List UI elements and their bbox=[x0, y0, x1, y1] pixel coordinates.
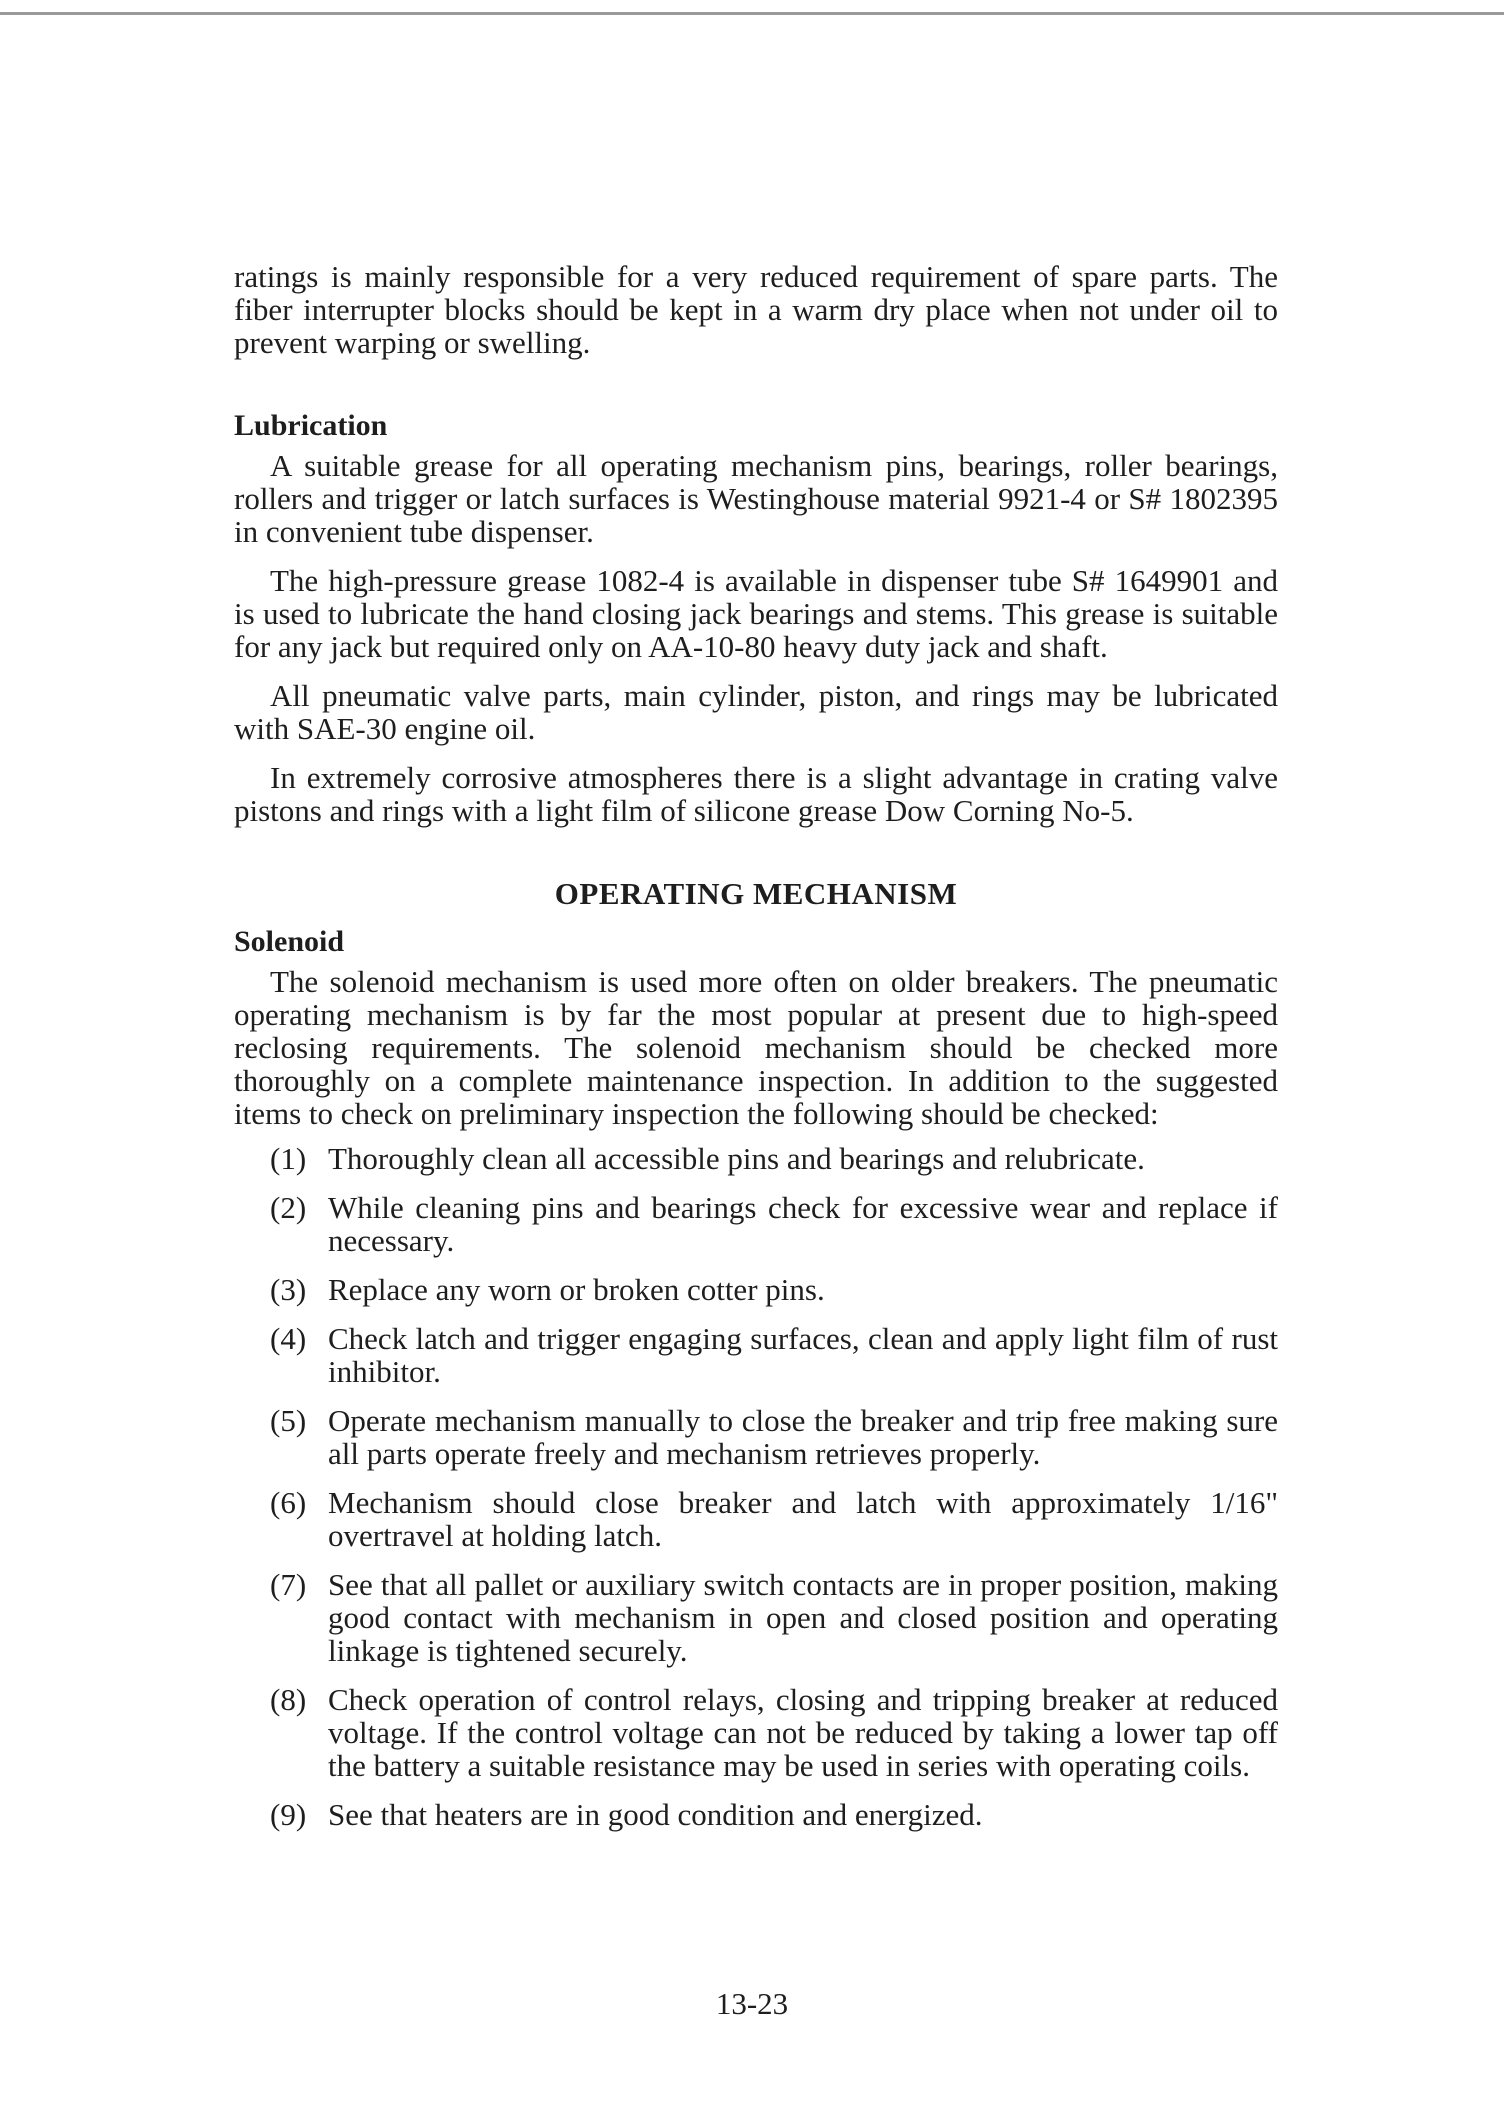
list-item: (4) Check latch and trigger engaging surfaces, clean and apply light film of rust inhibitor. bbox=[270, 1321, 1278, 1389]
continued-paragraph: ratings is mainly responsible for a very reduced requirement of spare parts. The fiber interrupter blocks should be kept in a warm dry place when not under oil to prevent warping or swelling. bbox=[234, 259, 1278, 360]
top-border-line bbox=[0, 12, 1504, 15]
page-content bbox=[234, 260, 1278, 1831]
lubrication-heading: Lubrication bbox=[234, 409, 388, 442]
solenoid-intro: The solenoid mechanism is used more often on older breakers. The pneumatic operating mechanism is by far the most popular at present due to high-speed reclosing requirements. The solenoid mechanism should be checked more thoroughly on a complete maintenance inspection. In addition to the suggested items to check on preliminary inspection the following should be checked: bbox=[234, 964, 1278, 1131]
page-number: 13-23 bbox=[715, 1986, 789, 2021]
lubrication-paragraph: In extremely corrosive atmospheres there is a slight advantage in crating valve pistons and rings with a light film of silicone grease Dow Corning No-5. bbox=[234, 760, 1278, 828]
solenoid-heading: Solenoid bbox=[234, 925, 345, 958]
lubrication-paragraph: All pneumatic valve parts, main cylinder, piston, and rings may be lubricated with SAE-30 engine oil. bbox=[234, 678, 1278, 746]
list-item: (9) See that heaters are in good condition and energized. bbox=[270, 1797, 983, 1832]
lubrication-paragraph: A suitable grease for all operating mechanism pins, bearings, roller bearings, rollers and trigger or latch surfaces is Westinghouse material 9921-4 or S# 1802395 in convenient tube dispenser. bbox=[234, 448, 1278, 549]
list-item: (3) Replace any worn or broken cotter pins. bbox=[270, 1272, 825, 1307]
list-item: (5) Operate mechanism manually to close the breaker and trip free making sure all parts operate freely and mechanism retrieves properly. bbox=[270, 1403, 1278, 1471]
lubrication-paragraph: The high-pressure grease 1082-4 is available in dispenser tube S# 1649901 and is used to lubricate the hand closing jack bearings and stems. This grease is suitable for any jack but required only on AA-10-80 heavy duty jack and shaft. bbox=[234, 563, 1278, 664]
list-item: (1) Thoroughly clean all accessible pins and bearings and relubricate. bbox=[270, 1141, 1145, 1176]
list-item: (2) While cleaning pins and bearings check for excessive wear and replace if necessary. bbox=[270, 1190, 1278, 1258]
list-item: (8) Check operation of control relays, closing and tripping breaker at reduced voltage. If the control voltage can not be reduced by taking a lower tap off the battery a suitable resistance may be used in series with operating coils. bbox=[270, 1682, 1278, 1783]
list-item: (6) Mechanism should close breaker and latch with approximately 1/16" overtravel at holding latch. bbox=[270, 1485, 1278, 1553]
section-heading: OPERATING MECHANISM bbox=[554, 876, 958, 911]
list-item: (7) See that all pallet or auxiliary switch contacts are in proper position, making good contact with mechanism in open and closed position and operating linkage is tightened securely. bbox=[270, 1567, 1278, 1668]
